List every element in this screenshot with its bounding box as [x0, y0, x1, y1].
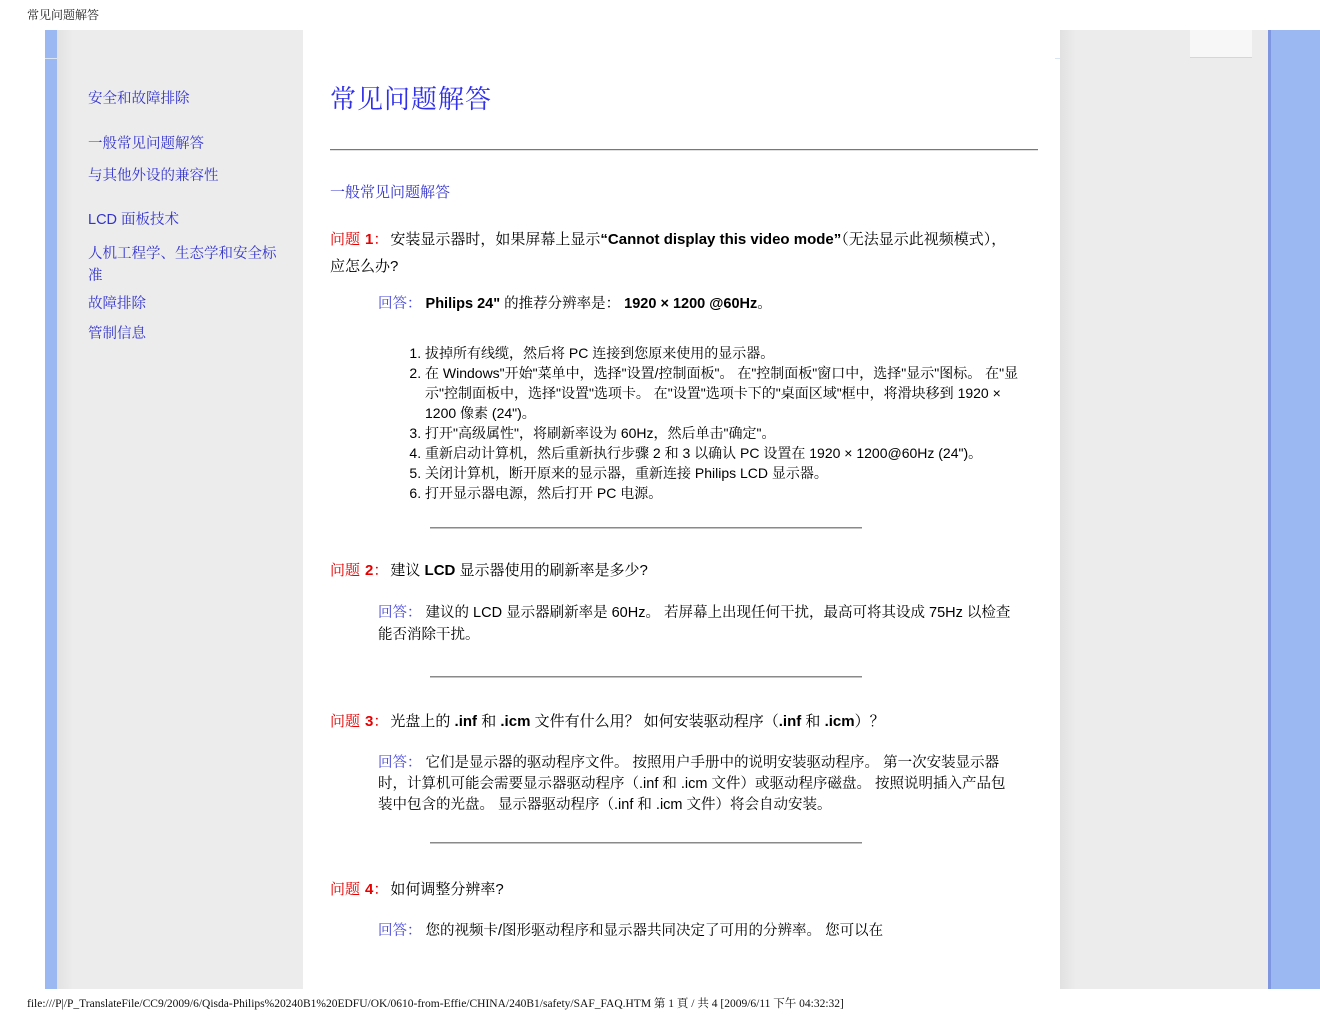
step-item: 2. 在 Windows"开始"菜单中，选择"设置/控制面板"。 在"控制面板"窗口中，选择"显示"图标。 在"显示"控制面板中，选择"设置"选项卡。 在"设置"选项卡下的"桌面区域"框中，将滑块移到 1920 × 1200 像素 (24")。	[425, 363, 1020, 423]
main-content	[303, 58, 1055, 989]
question-word: 问题	[330, 713, 361, 730]
faq4-answer-label: 回答：	[378, 923, 422, 939]
faq1-answer-body	[426, 296, 772, 312]
text-segment: 如何调整分辨率?	[390, 881, 504, 898]
faq1-question	[330, 226, 1020, 280]
faq3-answer-text	[378, 753, 1020, 816]
step-item: 1. 拔掉所有线缆，然后将 PC 连接到您原来使用的显示器。	[425, 343, 1020, 363]
right-accent-bar	[1268, 30, 1320, 989]
text-segment: ）？	[854, 713, 885, 730]
faq4-answer-body	[426, 923, 884, 939]
text-segment: 光盘上的	[390, 713, 455, 730]
sidebar-item-lcd-panel-technology[interactable]: LCD 面板技术	[88, 212, 180, 228]
status-bar: file:///P|/P_TranslateFile/CC9/2009/6/Qisda-Philips%20240B1%20EDFU/OK/0610-from-Effie/CHINA/240B1/safety/SAF_FAQ.HTM 第 1 頁 / 共 4 [2009/6/11 下午 04:32:32]	[27, 998, 844, 1010]
sidebar-item-regulatory-information[interactable]: 管制信息	[88, 326, 146, 342]
question-colon: ：	[373, 881, 389, 898]
faq1-answer	[378, 294, 1020, 503]
title-divider	[330, 149, 1038, 151]
faq2-question-text	[390, 562, 648, 579]
right-column-background	[1060, 30, 1268, 989]
text-segment: “Cannot display this video mode”	[600, 231, 842, 248]
text-segment: 和	[477, 713, 501, 730]
faq1-question-label	[330, 231, 388, 248]
faq4-answer-text	[378, 921, 1020, 942]
text-segment: 建议的 LCD 显示器刷新率是 60Hz。 若屏幕上出现任何干扰，最高可将其设成 75Hz 以检查能否消除干扰。	[378, 605, 1011, 643]
text-segment: 安装显示器时，如果屏幕上显示	[390, 231, 601, 248]
text-segment: .icm	[500, 713, 531, 730]
sidebar-item-troubleshooting[interactable]: 故障排除	[88, 296, 146, 312]
text-segment: 和	[801, 713, 825, 730]
text-segment: （无法显示此视频模式），应怎么办?	[330, 231, 1007, 275]
text-segment: 它们是显示器的驱动程序文件。 按照用户手册中的说明安装驱动程序。 第一次安装显示器时，计算机可能会需要显示器驱动程序（.inf 和 .icm 文件）或驱动程序磁盘。 按照说明插入产品包装中包含的光盘。 显示器驱动程序（.inf 和 .icm 文件）将会自动安装。	[378, 755, 1006, 813]
faq2-answer	[378, 602, 1020, 646]
faq-divider	[430, 676, 862, 678]
step-item: 4. 重新启动计算机，然后重新执行步骤 2 和 3 以确认 PC 设置在 1920 × 1200@60Hz (24")。	[425, 443, 1020, 463]
faq1-steps-list	[378, 343, 1020, 503]
text-segment: 建议	[390, 562, 425, 579]
text-segment: 文件有什么用？ 如何安装驱动程序（	[530, 713, 779, 730]
question-word: 问题	[330, 881, 361, 898]
sidebar-item-peripheral-compatibility[interactable]: 与其他外设的兼容性	[88, 168, 219, 184]
question-number: 4	[365, 881, 374, 898]
text-segment: LCD	[424, 562, 456, 579]
sidebar-item-general-faq[interactable]: 一般常见问题解答	[88, 136, 204, 152]
text-segment: 。	[757, 296, 772, 312]
section-heading-link[interactable]: 一般常见问题解答	[330, 184, 451, 201]
faq4-question-text	[390, 881, 503, 898]
step-item: 5. 关闭计算机，断开原来的显示器，重新连接 Philips LCD 显示器。	[425, 463, 1020, 483]
faq1-answer-text	[378, 294, 1020, 315]
faq2-answer-label: 回答：	[378, 605, 422, 621]
faq4-answer	[378, 921, 1020, 942]
faq3-question-text	[390, 713, 884, 730]
text-segment: 您的视频卡/图形驱动程序和显示器共同决定了可用的分辨率。 您可以在	[425, 923, 884, 939]
sidebar	[57, 30, 303, 989]
question-number: 3	[365, 713, 374, 730]
text-segment: 的推荐分辨率是：	[500, 296, 625, 312]
page-title: 常见问题解答	[330, 84, 493, 114]
sidebar-item-safety-and-troubleshooting[interactable]: 安全和故障排除	[88, 91, 190, 107]
faq4-question	[330, 876, 1020, 903]
text-segment: .inf	[778, 713, 802, 730]
text-segment: .inf	[454, 713, 478, 730]
question-word: 问题	[330, 562, 361, 579]
faq3-question	[330, 708, 1020, 735]
faq3-answer-label: 回答：	[378, 755, 422, 771]
question-colon: ：	[373, 562, 389, 579]
faq3-answer	[378, 753, 1020, 816]
faq-divider	[430, 527, 862, 529]
faq3-answer-body	[378, 755, 1006, 813]
text-segment: .icm	[824, 713, 855, 730]
text-segment: 1920 × 1200 @60Hz	[624, 296, 758, 312]
faq2-answer-body	[378, 605, 1010, 643]
sidebar-item-ergonomics-ecology-safety[interactable]: 人机工程学、生态学和安全标准	[88, 246, 277, 284]
faq1-answer-label: 回答：	[378, 296, 422, 312]
question-colon: ：	[373, 713, 389, 730]
left-accent-bar	[45, 30, 57, 989]
faq2-answer-text	[378, 602, 1020, 646]
step-item: 3. 打开"高级属性"，将刷新率设为 60Hz，然后单击"确定"。	[425, 423, 1020, 443]
step-item: 6. 打开显示器电源，然后打开 PC 电源。	[425, 483, 1020, 503]
right-panel-box	[1190, 30, 1252, 58]
question-number: 1	[365, 231, 374, 248]
faq1-question-text	[330, 231, 1006, 275]
faq4-question-label	[330, 881, 388, 898]
question-number: 2	[365, 562, 374, 579]
text-segment: Philips 24"	[425, 296, 501, 312]
faq-divider	[430, 842, 862, 844]
faq2-question	[330, 557, 1020, 584]
faq2-question-label	[330, 562, 388, 579]
text-segment: 显示器使用的刷新率是多少?	[455, 562, 648, 579]
window-title: 常见问题解答	[27, 8, 100, 22]
faq3-question-label	[330, 713, 388, 730]
question-word: 问题	[330, 231, 361, 248]
question-colon: ：	[373, 231, 389, 248]
